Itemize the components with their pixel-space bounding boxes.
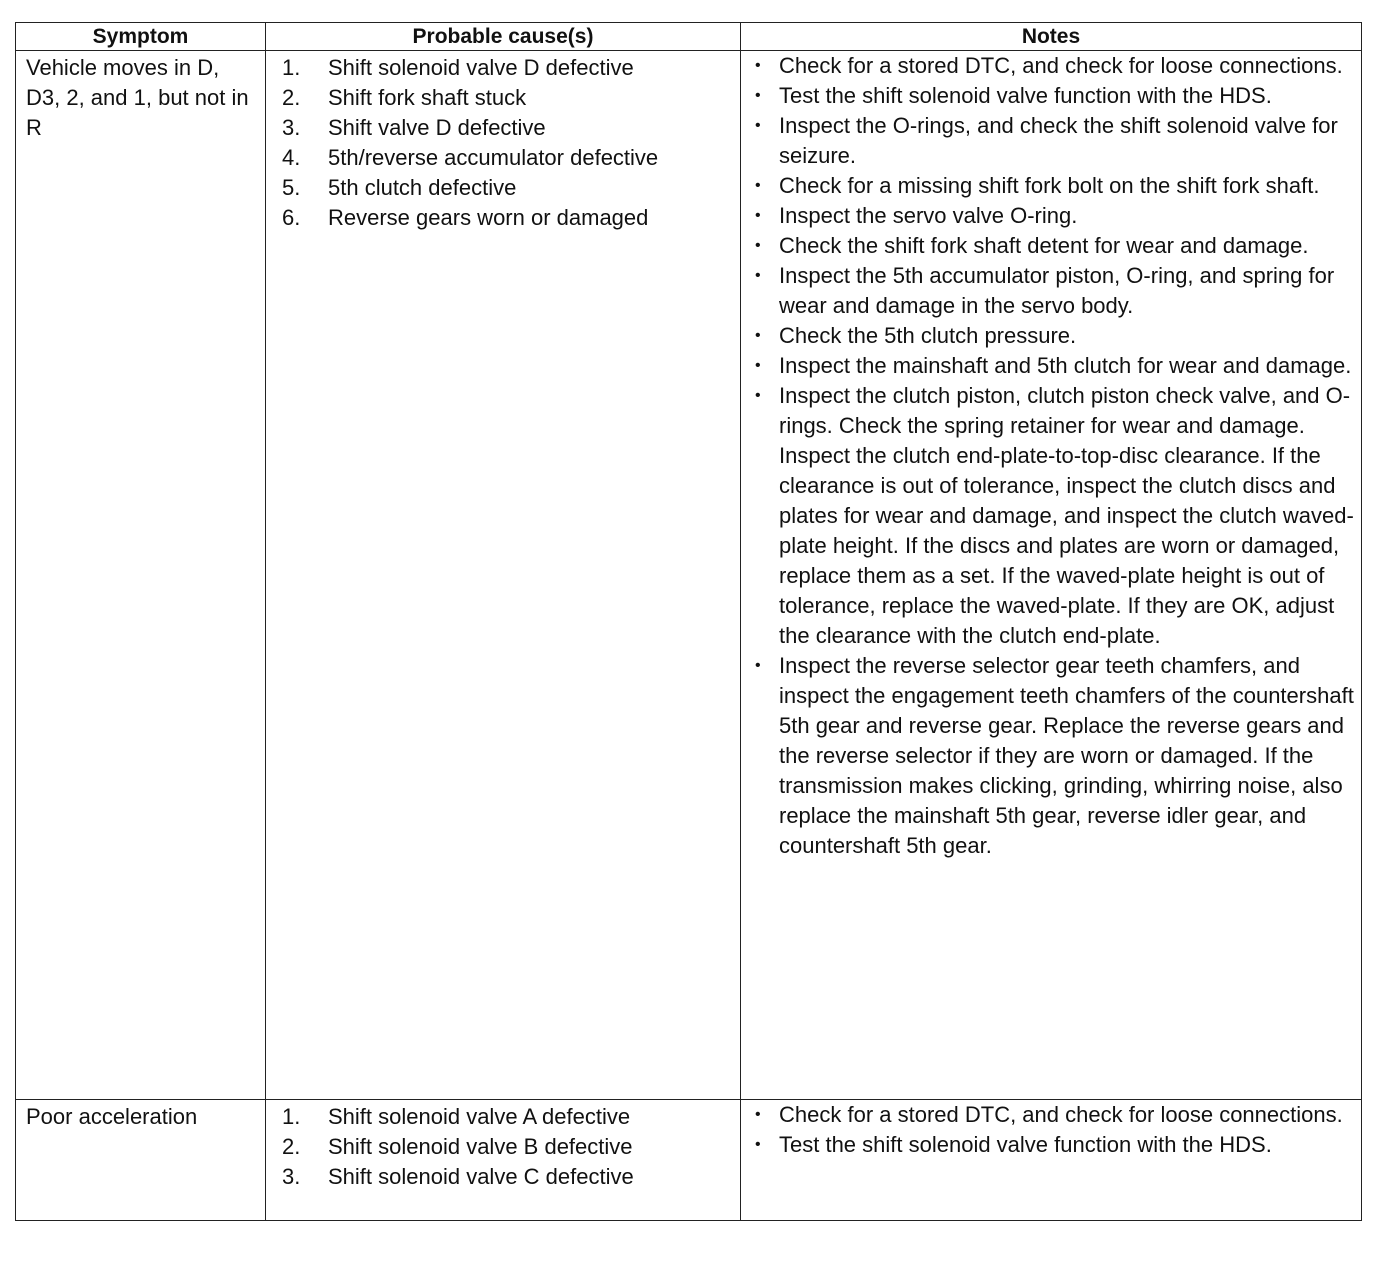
note-item <box>755 381 1355 651</box>
note-list <box>755 1100 1355 1160</box>
note-text: Inspect the 5th accumulator piston, O-ring, and spring for wear and damage in the servo body. <box>779 263 1335 318</box>
bullet-icon: • <box>755 357 761 374</box>
note-text: Check for a missing shift fork bolt on the shift fork shaft. <box>779 173 1320 198</box>
cause-item <box>282 83 734 113</box>
note-item <box>755 651 1355 861</box>
table-row <box>16 51 1362 1100</box>
cause-number: 5. <box>282 175 301 200</box>
bullet-icon: • <box>755 267 761 284</box>
note-text: Check the shift fork shaft detent for wear and damage. <box>779 233 1309 258</box>
cause-item <box>282 1102 734 1132</box>
note-text: Inspect the O-rings, and check the shift solenoid valve for seizure. <box>779 113 1338 168</box>
cause-text: Shift solenoid valve B defective <box>328 1134 633 1159</box>
bullet-icon: • <box>755 1106 761 1123</box>
cause-number: 6. <box>282 205 301 230</box>
causes-cell <box>266 1100 741 1221</box>
cause-text: Shift fork shaft stuck <box>328 85 527 110</box>
bullet-icon: • <box>755 87 761 104</box>
bullet-icon: • <box>755 387 761 404</box>
cause-text: Shift solenoid valve A defective <box>328 1104 631 1129</box>
note-item <box>755 261 1355 321</box>
cause-number: 1. <box>282 55 301 80</box>
cause-item <box>282 113 734 143</box>
cause-text: Shift solenoid valve D defective <box>328 55 634 80</box>
bullet-icon: • <box>755 207 761 224</box>
bullet-icon: • <box>755 117 761 134</box>
note-text: Check for a stored DTC, and check for loose connections. <box>779 53 1343 78</box>
note-item <box>755 201 1355 231</box>
cause-number: 2. <box>282 1134 301 1159</box>
note-text: Inspect the clutch piston, clutch piston check valve, and O-rings. Check the spring retainer for wear and damage. Inspect the clutch end-plate-to-top-disc clearance. If the clearance is out of tolerance, inspect the clutch discs and plates for wear and damage, and inspect the clutch waved-plate height. If the discs and plates are worn or damaged, replace them as a set. If the waved-plate height is out of tolerance, replace the waved-plate. If they are OK, adjust the clearance with the clutch end-plate. <box>779 383 1354 648</box>
cause-text: Shift valve D defective <box>328 115 546 140</box>
note-text: Inspect the mainshaft and 5th clutch for wear and damage. <box>779 353 1352 378</box>
cause-item <box>282 1132 734 1162</box>
cause-number: 3. <box>282 1164 301 1189</box>
bullet-icon: • <box>755 57 761 74</box>
header-notes: Notes <box>741 23 1362 51</box>
note-item <box>755 351 1355 381</box>
cause-number: 1. <box>282 1104 301 1129</box>
note-text: Inspect the reverse selector gear teeth chamfers, and inspect the engagement teeth chamfers of the countershaft 5th gear and reverse gear. Replace the reverse gears and the reverse selector if they are worn or damaged. If the transmission makes clicking, grinding, whirring noise, also replace the mainshaft 5th gear, reverse idler gear, and countershaft 5th gear. <box>779 653 1354 858</box>
header-probable-causes: Probable cause(s) <box>266 23 741 51</box>
cause-number: 2. <box>282 85 301 110</box>
cause-text: 5th/reverse accumulator defective <box>328 145 659 170</box>
header-symptom: Symptom <box>16 23 266 51</box>
troubleshooting-table-container <box>15 22 1361 1221</box>
note-text: Test the shift solenoid valve function with the HDS. <box>779 83 1272 108</box>
cause-item <box>282 1162 734 1192</box>
cause-text: Reverse gears worn or damaged <box>328 205 649 230</box>
bullet-icon: • <box>755 1136 761 1153</box>
cause-list <box>282 1102 734 1192</box>
note-text: Check the 5th clutch pressure. <box>779 323 1077 348</box>
cause-item <box>282 53 734 83</box>
symptom-cell: Vehicle moves in D, D3, 2, and 1, but not in R <box>16 51 266 1100</box>
cause-list <box>282 53 734 233</box>
cause-text: Shift solenoid valve C defective <box>328 1164 634 1189</box>
table-body <box>16 51 1362 1221</box>
note-text: Inspect the servo valve O-ring. <box>779 203 1078 228</box>
note-item <box>755 51 1355 81</box>
cause-item <box>282 143 734 173</box>
note-item <box>755 81 1355 111</box>
table-row <box>16 1100 1362 1221</box>
note-item <box>755 231 1355 261</box>
cause-number: 4. <box>282 145 301 170</box>
note-item <box>755 321 1355 351</box>
cause-item <box>282 203 734 233</box>
cause-text: 5th clutch defective <box>328 175 517 200</box>
troubleshooting-table <box>15 22 1362 1221</box>
note-item <box>755 1100 1355 1130</box>
note-list <box>755 51 1355 861</box>
note-text: Test the shift solenoid valve function with the HDS. <box>779 1132 1272 1157</box>
bullet-icon: • <box>755 237 761 254</box>
causes-cell <box>266 51 741 1100</box>
note-item <box>755 1130 1355 1160</box>
symptom-cell: Poor acceleration <box>16 1100 266 1221</box>
bullet-icon: • <box>755 327 761 344</box>
notes-cell <box>741 51 1362 1100</box>
note-item <box>755 171 1355 201</box>
note-text: Check for a stored DTC, and check for loose connections. <box>779 1102 1343 1127</box>
cause-number: 3. <box>282 115 301 140</box>
note-item <box>755 111 1355 171</box>
notes-cell <box>741 1100 1362 1221</box>
table-header-row <box>16 23 1362 51</box>
cause-item <box>282 173 734 203</box>
bullet-icon: • <box>755 177 761 194</box>
bullet-icon: • <box>755 657 761 674</box>
